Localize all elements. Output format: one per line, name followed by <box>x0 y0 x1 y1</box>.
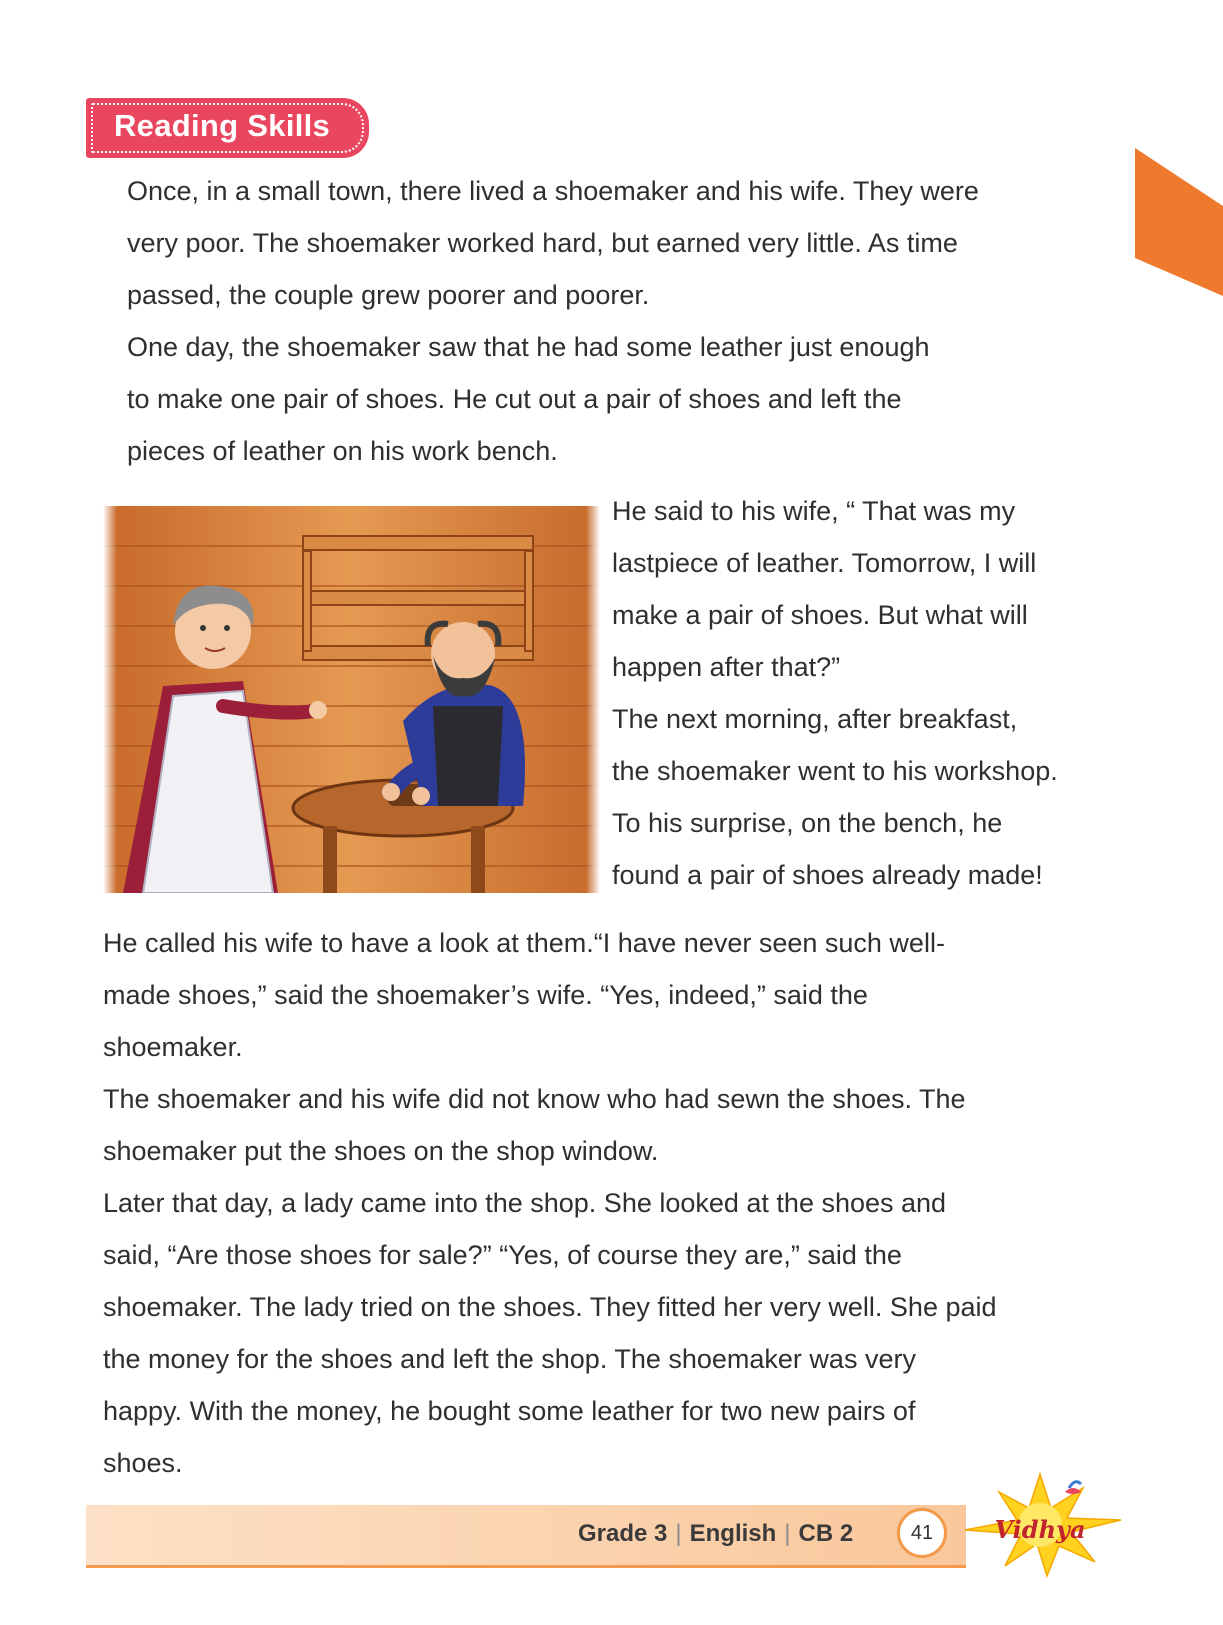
story-line: Once, in a small town, there lived a shoemaker and his wife. They were <box>127 176 979 206</box>
story-line: the shoemaker went to his workshop. <box>612 756 1058 786</box>
story-line: The shoemaker and his wife did not know who had sewn the shoes. The <box>103 1084 966 1114</box>
section-title-badge <box>86 98 369 158</box>
story-line: shoemaker put the shoes on the shop window. <box>103 1136 659 1166</box>
footer-book: CB 2 <box>798 1520 854 1547</box>
story-line: He said to his wife, “ That was my <box>612 496 1016 526</box>
story-paragraph-2 <box>612 485 1152 901</box>
story-line: One day, the shoemaker saw that he had some leather just enough <box>127 332 930 362</box>
page-number: 41 <box>897 1508 947 1558</box>
story-line: found a pair of shoes already made! <box>612 860 1043 890</box>
footer-info <box>578 1520 853 1548</box>
story-line: pieces of leather on his work bench. <box>127 436 558 466</box>
story-line: lastpiece of leather. Tomorrow, I will <box>612 548 1037 578</box>
story-line: shoemaker. <box>103 1032 243 1062</box>
footer-subject: English <box>689 1520 777 1547</box>
logo-text: Vidhya <box>994 1515 1086 1544</box>
story-line: The next morning, after breakfast, <box>612 704 1018 734</box>
story-paragraph-3 <box>103 917 1153 1489</box>
story-line: happen after that?” <box>612 652 841 682</box>
section-title: Reading Skills <box>114 108 331 143</box>
story-line: make a pair of shoes. But what will <box>612 600 1028 630</box>
story-line: to make one pair of shoes. He cut out a pair of shoes and left the <box>127 384 902 414</box>
story-paragraph-1 <box>127 165 1137 477</box>
story-line: said, “Are those shoes for sale?” “Yes, of course they are,” said the <box>103 1240 902 1270</box>
story-line: passed, the couple grew poorer and poorer. <box>127 280 650 310</box>
vidhya-logo <box>955 1470 1125 1580</box>
story-line: made shoes,” said the shoemaker’s wife. “Yes, indeed,” said the <box>103 980 868 1010</box>
corner-tab <box>1135 148 1223 296</box>
story-line: very poor. The shoemaker worked hard, but earned very little. As time <box>127 228 958 258</box>
story-line: shoes. <box>103 1448 183 1478</box>
story-line: happy. With the money, he bought some leather for two new pairs of <box>103 1396 916 1426</box>
story-line: To his surprise, on the bench, he <box>612 808 1003 838</box>
footer-grade: Grade 3 <box>578 1520 668 1547</box>
footer-separator: | <box>784 1520 791 1547</box>
story-line: Later that day, a lady came into the shop. She looked at the shoes and <box>103 1188 947 1218</box>
story-line: shoemaker. The lady tried on the shoes. They fitted her very well. She paid <box>103 1292 997 1322</box>
footer-separator: | <box>675 1520 682 1547</box>
story-line: He called his wife to have a look at them.“I have never seen such well- <box>103 928 945 958</box>
shoemaker-illustration <box>103 506 600 893</box>
story-line: the money for the shoes and left the shop. The shoemaker was very <box>103 1344 916 1374</box>
